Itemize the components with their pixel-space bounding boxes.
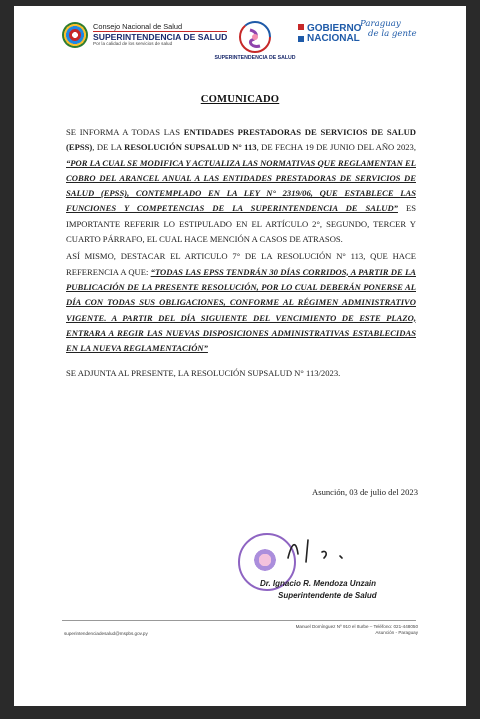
p2-text-1: ASÍ MISMO, DESTACAR EL ARTICULO 7° DE LA RESOLUCIÓN N° 113, QUE HACE REFERENCIA A QUE: [66, 251, 416, 277]
signer-block [260, 578, 377, 602]
footer-address: Manuel Domínguez Nº 910 el Iturbe – Teléfono: 021-448050 [295, 624, 418, 629]
slogan-line-1: Paraguay [360, 19, 401, 29]
p1-text-3: , DE FECHA 19 DE JUNIO DEL AÑO 2023, [256, 142, 417, 153]
footer-email: superintendenciadesalud@mspbs.gov.py [64, 631, 148, 636]
document-date: Asunción, 03 de julio del 2023 [312, 487, 418, 497]
document-body [66, 125, 416, 382]
flag-icon [298, 24, 304, 42]
p1-text-1: SE INFORMA A TODAS LAS [66, 127, 184, 137]
paraguay-slogan [360, 20, 430, 40]
document-title: COMUNICADO [200, 94, 280, 105]
signer-role: Superintendente de Salud [278, 591, 377, 600]
footer-divider [62, 620, 416, 621]
slogan-line-2: de la gente [368, 28, 417, 39]
cones-seal-icon [62, 22, 88, 48]
cones-logo-block [62, 22, 227, 48]
supsalud-emblem-icon [238, 20, 272, 54]
paragraph-1 [66, 125, 416, 247]
p2-quote: “TODAS LAS EPSS TENDRÁN 30 DÍAS CORRIDOS, A PARTIR DE LA PUBLICACIÓN DE LA PRESENTE RESOLUCIÓN, POR LO CUAL DEBERÁN PONERSE AL DÍA CON TODAS SUS OBLIGACIONES, CONFORME AL RÉGIMEN ADMINISTRATIVO VIGENTE. A PARTIR DEL DÍA SIGUIENTE DEL VENCIMIENTO DE ESTE PLAZO, ENTRARA A REGIR LAS NUEVAS DISPOSICIONES ADMINISTRATIVAS ESTABLECIDAS EN LA NUEVA REGLAMENTACIÓN” [66, 266, 416, 354]
stamp-emblem-icon [254, 549, 276, 571]
paragraph-3: SE ADJUNTA AL PRESENTE, LA RESOLUCIÓN SUPSALUD N° 113/2023. [66, 368, 341, 379]
p1-quote: “POR LA CUAL SE MODIFICA Y ACTUALIZA LAS NORMATIVAS QUE REGLAMENTAN EL COBRO DEL ARANCEL ANUAL A LAS ENTIDADES PRESTADORAS DE SERVICIOS DE SALUD (EPSS), CONTEMPLADO EN LA LEY N° 2319/06, QUE ESTABLECE LAS FUNCIONES Y COMPETENCIAS DE LA SUPERINTENDENCIA DE SALUD” [66, 157, 416, 214]
gob-line-2: NACIONAL [307, 33, 360, 44]
footer-city: Asunción - Paraguay [375, 630, 418, 636]
logo-line-1: Consejo Nacional de Salud [93, 22, 183, 32]
p1-text-2: , DE LA [92, 142, 125, 153]
cones-logo-text [93, 23, 227, 47]
p1-bold-entities: ENTIDADES PRESTADORAS DE SERVICIOS DE SALUD (EPSS) [66, 127, 416, 153]
gobierno-nacional-logo [298, 24, 361, 44]
logo-line-3: Por la calidad de los servicios de salud [93, 40, 173, 46]
handwritten-signature [282, 532, 372, 568]
supsalud-caption: SUPERINTENDENCIA DE SALUD [214, 55, 296, 61]
supsalud-logo [210, 20, 300, 61]
gob-line-1: GOBIERNO [307, 23, 362, 34]
logo-line-2: SUPERINTENDENCIA DE SALUD [93, 31, 228, 42]
document-page [14, 6, 466, 706]
p1-bold-resolution: RESOLUCIÓN SUPSALUD N° 113 [124, 142, 257, 153]
p1-text-4: ES IMPORTANTE REFERIR LO ESTIPULADO EN EL ARTÍCULO 2°, SEGUNDO, TERCER Y CUARTO PÁRRAFO, EL CUAL HACE MENCIÓN A CASOS DE ATRASOS. [66, 203, 416, 245]
signer-name: Dr. Ignacio R. Mendoza Unzain [260, 579, 377, 588]
paragraph-2 [66, 249, 416, 356]
footer-address-block [268, 624, 418, 636]
